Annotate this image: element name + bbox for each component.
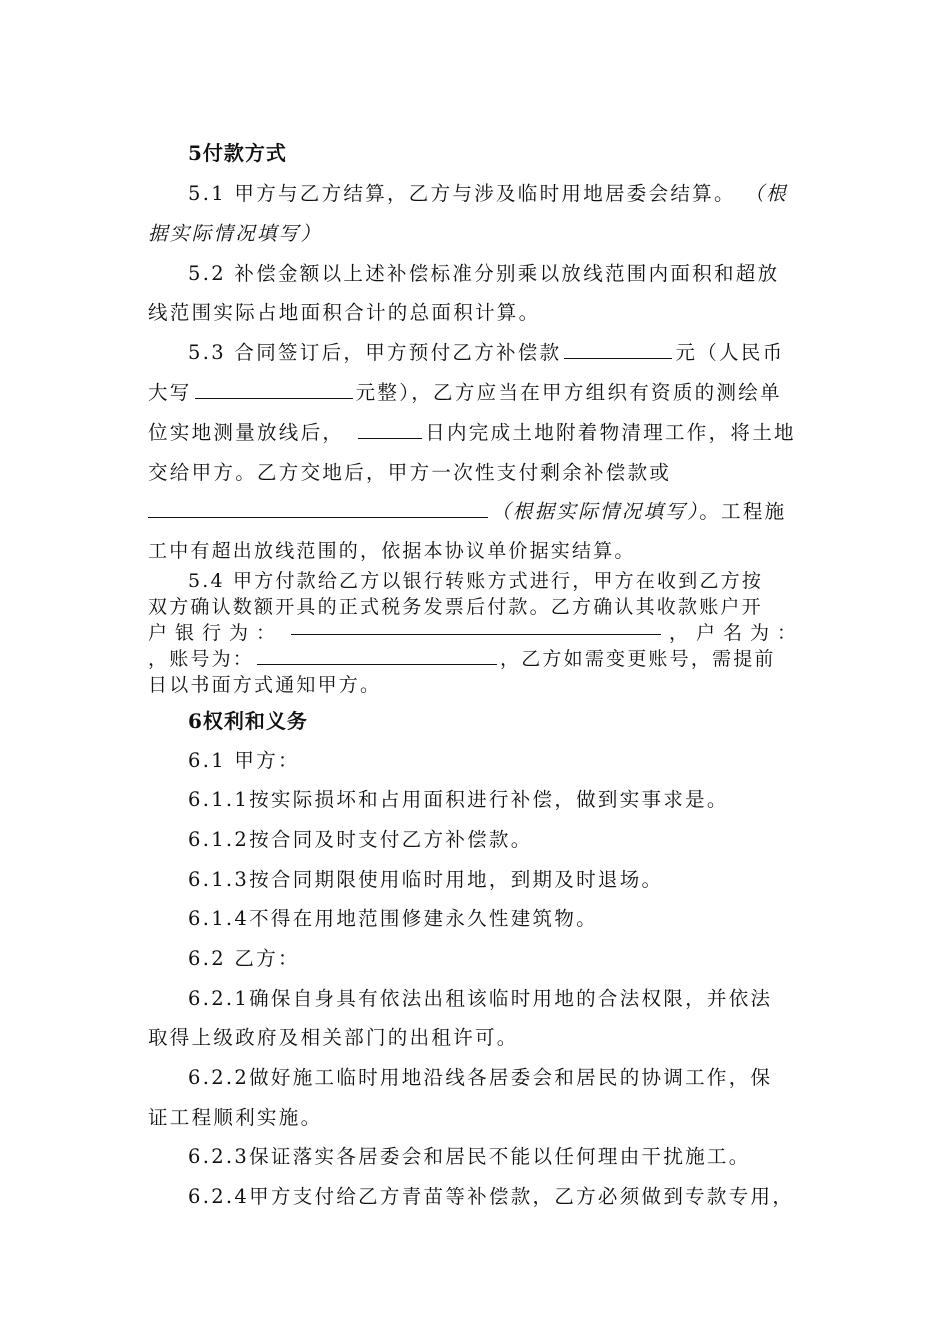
clause-5-3-line-1: 5.3 合同签订后，甲方预付乙方补偿款 元（人民币 xyxy=(188,341,785,364)
clause-5-4-line-3: 户银行为： ，户名为： xyxy=(148,618,804,645)
days-blank xyxy=(358,422,422,439)
clause-5-4-line-2: 双方确认数额开具的正式税务发票后付款。乙方确认其收款账户开 xyxy=(148,596,763,618)
clause-5-3-line-2: 大写 元整），乙方应当在甲方组织有资质的测绘单 xyxy=(148,381,782,404)
clause-6-2-1-line-1: 6.2.1确保自身具有依法出租该临时用地的合法权限，并依法 xyxy=(188,987,773,1010)
clause-6-2-2-line-2: 证工程顺利实施。 xyxy=(148,1106,323,1129)
clause-6-1: 6.1 甲方： xyxy=(188,749,300,772)
clause-6-1-4: 6.1.4不得在用地范围修建永久性建筑物。 xyxy=(188,907,598,930)
clause-6-1-2: 6.1.2按合同及时支付乙方补偿款。 xyxy=(188,828,533,851)
clause-5-4-line-4: ，账号为： ，乙方如需变更账号，需提前 xyxy=(148,648,776,670)
clause-5-4-line-1: 5.4 甲方付款给乙方以银行转账方式进行，甲方在收到乙方按 xyxy=(188,570,764,592)
clause-6-1-3: 6.1.3按合同期限使用临时用地，到期及时退场。 xyxy=(188,868,664,891)
remaining-payment-blank xyxy=(148,501,488,518)
clause-5-1-note: （根 xyxy=(744,182,788,205)
clause-5-1-line-2: 据实际情况填写） xyxy=(148,222,323,245)
amount-in-words-blank xyxy=(195,382,353,399)
clause-5-2-line-1: 5.2 补偿金额以上述补偿标准分别乘以放线范围内面积和超放 xyxy=(188,262,780,285)
clause-5-4-line-5: 日以书面方式通知甲方。 xyxy=(148,674,382,696)
clause-6-1-1: 6.1.1按实际损坏和占用面积进行补偿，做到实事求是。 xyxy=(188,788,729,811)
clause-5-3-note: （根据实际情况填写） xyxy=(491,500,700,523)
account-number-blank xyxy=(257,648,497,665)
clause-5-3-line-5: （根据实际情况填写）。工程施 xyxy=(148,496,786,524)
advance-amount-blank xyxy=(564,342,672,359)
clause-6-2: 6.2 乙方： xyxy=(188,947,300,970)
section-5-heading: 5付款方式 xyxy=(188,141,287,165)
clause-5-1-line-1 xyxy=(188,178,788,206)
bank-name-blank xyxy=(291,618,661,635)
clause-6-2-2-line-1: 6.2.2做好施工临时用地沿线各居委会和居民的协调工作，保 xyxy=(188,1066,773,1089)
section-6-heading: 6权利和义务 xyxy=(188,709,308,733)
clause-5-2-line-2: 线范围实际占地面积合计的总面积计算。 xyxy=(148,301,541,324)
clause-6-2-1-line-2: 取得上级政府及相关部门的出租许可。 xyxy=(148,1026,519,1049)
clause-6-2-4: 6.2.4甲方支付给乙方青苗等补偿款，乙方必须做到专款专用， xyxy=(188,1185,795,1208)
clause-5-3-line-4: 交给甲方。乙方交地后，甲方一次性支付剩余补偿款或 xyxy=(148,461,672,484)
clause-6-2-3: 6.2.3保证落实各居委会和居民不能以任何理由干扰施工。 xyxy=(188,1145,751,1168)
clause-5-3-line-6: 工中有超出放线范围的，依据本协议单价据实结算。 xyxy=(148,540,636,562)
clause-5-1-text: 5.1 甲方与乙方结算，乙方与涉及临时用地居委会结算。 xyxy=(188,182,736,205)
clause-5-3-line-3: 位实地测量放线后， 日内完成土地附着物清理工作，将土地 xyxy=(148,421,796,444)
